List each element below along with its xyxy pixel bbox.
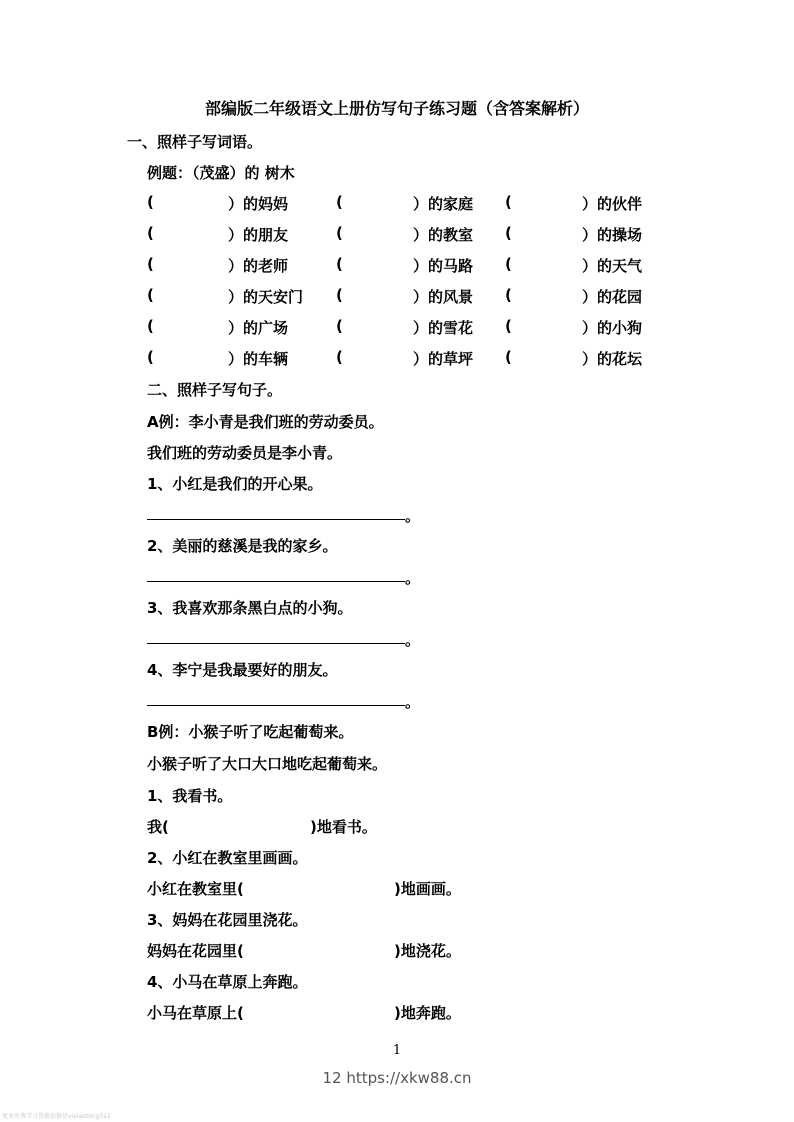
page-number: 1 <box>392 1043 402 1058</box>
open-paren: ( <box>147 255 154 273</box>
word-cell: ）的草坪 <box>413 350 474 368</box>
word-row <box>0 348 794 370</box>
section1-example: 例题：（茂盛）的 树木 <box>147 164 295 182</box>
word-cell: ）的广场 <box>228 319 289 337</box>
open-paren: ( <box>505 255 512 273</box>
word-cell: ）的风景 <box>413 288 474 306</box>
word-cell: ）的家庭 <box>413 195 474 213</box>
b-fill-3-pre: 妈妈在花园里( <box>147 942 244 960</box>
section2-heading: 二、照样子写句子。 <box>147 381 283 399</box>
open-paren: ( <box>505 286 512 304</box>
b-fill-2-post: )地画画。 <box>394 880 461 898</box>
word-cell: ）的马路 <box>413 257 474 275</box>
b-question-1: 1、我看书。 <box>147 787 233 805</box>
b-fill-4-post: )地奔跑。 <box>394 1004 461 1022</box>
word-cell: ）的教室 <box>413 226 474 244</box>
word-cell: ）的妈妈 <box>228 195 289 213</box>
footer-url[interactable]: 12 https://xkw88.cn <box>322 1069 472 1087</box>
open-paren: ( <box>505 317 512 335</box>
word-row <box>0 286 794 308</box>
period: 。 <box>405 569 421 587</box>
open-paren: ( <box>336 255 343 273</box>
a-question-2: 2、美丽的慈溪是我的家乡。 <box>147 537 338 555</box>
b-fill-4-pre: 小马在草原上( <box>147 1004 244 1022</box>
word-cell: ）的小狗 <box>582 319 643 337</box>
word-row <box>0 317 794 339</box>
open-paren: ( <box>336 317 343 335</box>
example-b-line1: B例：小猴子听了吃起葡萄来。 <box>147 723 354 741</box>
b-question-3: 3、妈妈在花园里浇花。 <box>147 911 308 929</box>
b-question-2: 2、小红在教室里画画。 <box>147 849 308 867</box>
open-paren: ( <box>505 348 512 366</box>
watermark-text: 更多免费学习资源加微信vixiaotong312 <box>2 1113 111 1120</box>
open-paren: ( <box>147 317 154 335</box>
b-question-4: 4、小马在草原上奔跑。 <box>147 973 308 991</box>
b-fill-1-post: )地看书。 <box>310 818 377 836</box>
period: 。 <box>405 631 421 649</box>
a-question-1: 1、小红是我们的开心果。 <box>147 475 323 493</box>
word-cell: ）的老师 <box>228 257 289 275</box>
word-row <box>0 224 794 246</box>
word-cell: ）的车辆 <box>228 350 289 368</box>
period: 。 <box>405 693 421 711</box>
section1-heading: 一、照样子写词语。 <box>127 133 263 151</box>
document-title: 部编版二年级语文上册仿写句子练习题（含答案解析） <box>204 99 589 118</box>
open-paren: ( <box>505 193 512 211</box>
example-a-line2: 我们班的劳动委员是李小青。 <box>147 444 343 462</box>
open-paren: ( <box>147 193 154 211</box>
b-fill-3-post: )地浇花。 <box>394 942 461 960</box>
answer-line-4[interactable] <box>147 705 405 706</box>
word-cell: ）的伙伴 <box>582 195 643 213</box>
word-cell: ）的朋友 <box>228 226 289 244</box>
word-cell: ）的操场 <box>582 226 643 244</box>
word-row <box>0 255 794 277</box>
open-paren: ( <box>336 286 343 304</box>
word-cell: ）的雪花 <box>413 319 474 337</box>
answer-line-2[interactable] <box>147 581 405 582</box>
word-row <box>0 193 794 215</box>
b-fill-2-pre: 小红在教室里( <box>147 880 244 898</box>
answer-line-1[interactable] <box>147 519 405 520</box>
example-b-line2: 小猴子听了大口大口地吃起葡萄来。 <box>147 755 388 773</box>
b-fill-1-pre: 我( <box>147 818 169 836</box>
word-cell: ）的花坛 <box>582 350 643 368</box>
open-paren: ( <box>336 348 343 366</box>
word-cell: ）的花园 <box>582 288 643 306</box>
word-cell: ）的天气 <box>582 257 643 275</box>
open-paren: ( <box>147 224 154 242</box>
word-cell: ）的天安门 <box>228 288 304 306</box>
open-paren: ( <box>336 193 343 211</box>
open-paren: ( <box>336 224 343 242</box>
answer-line-3[interactable] <box>147 643 405 644</box>
example-a-line1: A例：李小青是我们班的劳动委员。 <box>147 413 384 431</box>
open-paren: ( <box>147 348 154 366</box>
a-question-3: 3、我喜欢那条黑白点的小狗。 <box>147 599 353 617</box>
open-paren: ( <box>505 224 512 242</box>
period: 。 <box>405 507 421 525</box>
open-paren: ( <box>147 286 154 304</box>
a-question-4: 4、李宁是我最要好的朋友。 <box>147 661 338 679</box>
